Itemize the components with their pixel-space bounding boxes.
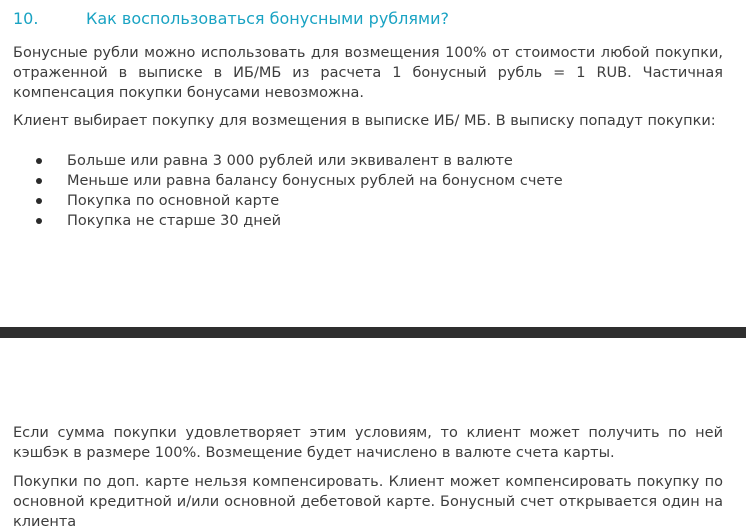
page-divider bbox=[0, 327, 746, 338]
restrictions-paragraph: Покупки по доп. карте нельзя компенсировать. Клиент может компенсировать покупку по основной кредитной и/или основной дебетовой карте. Бонусный счет открывается один на клиента bbox=[13, 474, 723, 530]
list-item bbox=[36, 151, 563, 171]
section-title: Как воспользоваться бонусными рублями? bbox=[86, 9, 449, 28]
section-number: 10. bbox=[13, 9, 39, 28]
list-item bbox=[36, 211, 563, 231]
list-item-text: Покупка не старше 30 дней bbox=[67, 213, 282, 229]
section-heading bbox=[13, 9, 449, 28]
cashback-paragraph: Если сумма покупки удовлетворяет этим условиям, то клиент может получить по ней кэшбэк в размере 100%. Возмещение будет начислено в валюте счета карты. bbox=[13, 425, 723, 461]
list-item-text: Меньше или равна балансу бонусных рублей на бонусном счете bbox=[67, 173, 563, 189]
bullet-icon bbox=[36, 158, 42, 164]
intro-paragraph: Бонусные рубли можно использовать для возмещения 100% от стоимости любой покупки, отраженной в выписке в ИБ/МБ из расчета 1 бонусный рубль = 1 RUB. Частичная компенсация покупки бонусами невозможна. bbox=[13, 45, 723, 101]
bottom-page bbox=[0, 338, 746, 530]
list-item-text: Покупка по основной карте bbox=[67, 193, 280, 209]
list-item-text: Больше или равна 3 000 рублей или эквивалент в валюте bbox=[67, 153, 513, 169]
conditions-list bbox=[36, 151, 563, 231]
list-item bbox=[36, 191, 563, 211]
bullet-icon bbox=[36, 218, 42, 224]
selection-paragraph: Клиент выбирает покупку для возмещения в выписке ИБ/ МБ. В выписку попадут покупки: bbox=[13, 113, 716, 129]
bullet-icon bbox=[36, 198, 42, 204]
bullet-icon bbox=[36, 178, 42, 184]
list-item bbox=[36, 171, 563, 191]
